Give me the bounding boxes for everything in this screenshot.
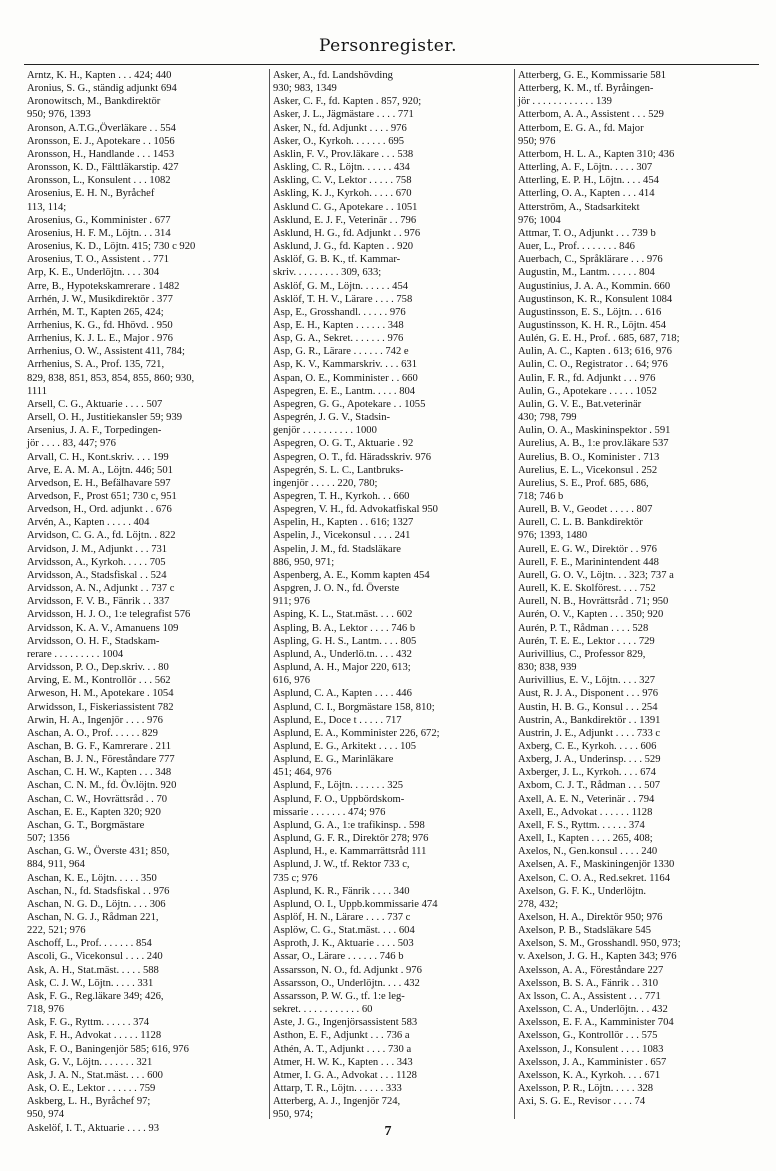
register-entry: Aulin, A. C., Kapten . 613; 616, 976: [518, 346, 672, 358]
register-entry: Arsell, O. H., Justitiekansler 59; 939: [27, 412, 183, 424]
register-entry: 976; 1393, 1480: [518, 530, 588, 542]
register-entry: Aulén, G. E. H., Prof. . 685, 687, 718;: [518, 333, 680, 345]
register-entry: sekret. . . . . . . . . . . . 60: [273, 1004, 373, 1016]
register-entry: Aronsson, E. J., Apotekare . . 1056: [27, 135, 175, 147]
register-entry: Asplund, J. W., tf. Rektor 733 c,: [273, 859, 410, 871]
register-entry: Askling, C. V., Lektor . . . . . 758: [273, 175, 412, 187]
register-entry: Asp, E. H., Kapten . . . . . . 348: [273, 319, 404, 331]
register-entry: Aurell, K. E. Skolförest. . . . 752: [518, 583, 656, 595]
register-entry: rerare . . . . . . . . . 1004: [27, 648, 124, 660]
register-entry: Axelson, P. B., Stadsläkare 545: [518, 925, 652, 937]
register-entry: Asp, E., Grosshandl. . . . . . 976: [273, 306, 406, 318]
register-entry: Atterbom, H. L. A., Kapten 310; 436: [518, 148, 675, 160]
register-entry: Ask, F. G., Reg.läkare 349; 426,: [27, 990, 164, 1002]
register-entry: Arre, B., Hypotekskamrerare . 1482: [27, 280, 180, 292]
register-entry: Arrhén, J. W., Musikdirektör . 377: [27, 293, 173, 305]
register-entry: Arp, K. E., Underlöjtn. . . . 304: [27, 267, 160, 279]
register-entry: Aurelius, E. L., Vicekonsul . 252: [518, 464, 658, 476]
register-entry: Aronsson, L., Konsulent . . . 1082: [27, 175, 171, 187]
register-entry: Aschan, G. W., Överste 431; 850,: [27, 846, 170, 858]
register-entry: Aspegren, T. H., Kyrkoh. . . 660: [273, 491, 410, 502]
register-entry: Aschan, K. E., Löjtn. . . . . 350: [27, 872, 157, 884]
register-entry: Axelsson, B. S. A., Fänrik . . 310: [518, 977, 659, 989]
register-entry: Asplund, E., Doce t . . . . . 717: [273, 714, 402, 726]
register-entry: Arving, E. M., Kontrollör . . . 562: [27, 675, 171, 687]
register-entry: 1111: [27, 385, 48, 397]
register-entry: Asker, C. F., fd. Kapten . 857, 920;: [273, 96, 422, 108]
register-entry: Axelson, C. O. A., Red.sekret. 1164: [518, 872, 671, 884]
register-entry: skriv. . . . . . . . . 309, 633;: [273, 267, 382, 279]
register-entry: Aulin, C. O., Registrator . . 64; 976: [518, 359, 668, 371]
register-entry: Aronsson, K. D., Fälttläkarstip. 427: [27, 162, 179, 174]
register-entry: Asplund, A. H., Major 220, 613;: [273, 662, 411, 674]
register-entry: Axelson, H. A., Direktör 950; 976: [518, 912, 663, 923]
register-entry: Arntz, K. H., Kapten . . . 424; 440: [27, 70, 172, 81]
register-entry: Ax lsson, C. A., Assistent . . . 771: [518, 990, 661, 1002]
register-entry: Arvidsson, A. N., Adjunkt . . 737 c: [27, 583, 175, 595]
register-entry: Axelsson, J., Konsulent . . . . 1083: [518, 1043, 664, 1055]
register-entry: Atterling, O. A., Kapten . . . 414: [518, 188, 655, 200]
register-entry: Aschan, N., fd. Stadsfiskal . . 976: [27, 885, 170, 897]
register-entry: 735 c; 976: [273, 872, 318, 884]
register-entry: Asp, K. V., Kammarskriv. . . . 631: [273, 359, 417, 371]
register-entry: Aurén, T. E. E., Lektor . . . . 729: [518, 635, 655, 647]
register-entry: Assar, O., Lärare . . . . . . 746 b: [273, 951, 404, 963]
register-entry: Attarp, T. R., Löjtn. . . . . . 333: [273, 1083, 402, 1095]
register-entry: Asker, A., fd. Landshövding: [273, 70, 393, 81]
register-entry: Aspelin, H., Kapten . . 616; 1327: [273, 517, 414, 529]
register-entry: Asplund, O. I., Uppb.kommissarie 474: [273, 898, 438, 910]
register-entry: Aronson, A.T.G.,Överläkare . . 554: [27, 122, 176, 134]
register-entry: Axelson, G. F. K., Underlöjtn.: [518, 885, 647, 897]
register-entry: Ask, F. H., Advokat . . . . . 1128: [27, 1030, 162, 1042]
register-entry: 950; 976: [518, 135, 556, 147]
register-entry: Axberg, C. E., Kyrkoh. . . . . 606: [518, 740, 657, 752]
register-entry: Aurivillius, E. V., Löjtn. . . . 327: [518, 675, 656, 687]
register-entry: Aschan, N. G. J., Rådman 221,: [27, 912, 159, 923]
register-entry: Austrin, J. E., Adjunkt . . . . 733 c: [518, 727, 661, 739]
register-entry: Aschan, C. N. M., fd. Öv.löjtn. 920: [27, 780, 177, 792]
register-entry: Arsenius, J. A. F., Torpedingen-: [27, 425, 162, 437]
register-entry: Askling, C. R., Löjtn. . . . . . 434: [273, 162, 410, 174]
register-entry: Arrhenius, O. W., Assistent 411, 784;: [27, 346, 185, 358]
register-entry: Asping, K. L., Stat.mäst. . . . 602: [273, 609, 413, 621]
register-entry: Arvidsson, H. J. O., 1:e telegrafist 576: [27, 609, 191, 621]
page-title: Personregister.: [318, 36, 458, 56]
register-entry: Asker, N., fd. Adjunkt . . . . 976: [273, 122, 407, 134]
register-entry: Asplund, F., Löjtn. . . . . . . 325: [273, 780, 404, 792]
register-entry: Asplund, A., Underlö.tn. . . . 432: [273, 648, 412, 660]
register-entry: Arvén, A., Kapten . . . . . 404: [27, 517, 150, 529]
register-entry: Axelsson, J. A., Kamminister . 657: [518, 1056, 667, 1068]
register-entry: Asklöf, T. H. V., Lärare . . . . 758: [273, 293, 413, 305]
register-entry: Axell, E., Advokat . . . . . . 1128: [518, 806, 653, 818]
register-entry: Aspegren, V. H., fd. Advokatfiskal 950: [273, 504, 438, 516]
register-entry: Aurelius, B. O., Kominister . 713: [518, 451, 660, 463]
register-entry: Asplund, E. G., Arkitekt . . . . 105: [273, 740, 417, 752]
register-entry: Axelsson, E. F. A., Kamminister 704: [518, 1017, 674, 1029]
register-entry: 830; 838, 939: [518, 662, 577, 674]
register-entry: Ask, C. J. W., Löjtn. . . . . 331: [27, 977, 154, 989]
register-entry: jör . . . . . . . . . . . . 139: [518, 96, 612, 108]
register-entry: Axberg, J. A., Underinsp. . . . 529: [518, 754, 661, 766]
register-entry: Asplund, C. A., Kapten . . . . 446: [273, 688, 412, 700]
register-entry: Asp, G. A., Sekret. . . . . . . 976: [273, 333, 404, 345]
register-entry: Aurén, P. T., Rådman . . . . 528: [518, 622, 649, 634]
register-entry: Arvidson, J. M., Adjunkt . . . 731: [27, 543, 168, 555]
register-entry: 886, 950, 971;: [273, 556, 335, 568]
register-entry: Augustin, M., Lantm. . . . . . 804: [518, 267, 655, 279]
register-entry: Aurell, N. B., Hovrättsråd . 71; 950: [518, 596, 669, 608]
register-entry: Axell, I., Kapten . . . . 265, 408;: [518, 833, 653, 845]
register-entry: Arrhenius, K. J. L. E., Major . 976: [27, 333, 173, 345]
register-entry: Ask, G. V., Löjtn. . . . . . . 321: [27, 1056, 153, 1068]
register-entry: Axelsson, A. A., Föreståndare 227: [518, 964, 664, 976]
register-entry: Arrhén, M. T., Kapten 265, 424;: [27, 306, 164, 318]
register-entry: Axelsson, C. A., Underlöjtn. . . 432: [518, 1004, 668, 1016]
register-entry: Axelsson, K. A., Kyrkoh. . . . 671: [518, 1069, 661, 1081]
register-entry: Aulin, G., Apotekare . . . . . 1052: [518, 385, 657, 397]
register-entry: 911; 976: [273, 596, 310, 608]
register-entry: Arrhenius, K. G., fd. Hhövd. . 950: [27, 319, 173, 331]
register-entry: Aurell, B. V., Geodet . . . . . 807: [518, 504, 653, 516]
register-entry: Attmar, T. O., Adjunkt . . . 739 b: [518, 227, 656, 239]
register-entry: 930; 983, 1349: [273, 83, 337, 95]
register-entry: Aspegren, E. E., Lantm. . . . . 804: [273, 385, 416, 397]
register-entry: Axell, A. E. N., Veterinär . . 794: [518, 793, 655, 805]
register-entry: Asklund C. G., Apotekare . . 1051: [273, 201, 418, 213]
register-column-2: [269, 69, 514, 1119]
register-column-1: [24, 69, 269, 1134]
register-entry: Arvidsson, P. O., Dep.skriv. . . 80: [27, 662, 169, 674]
register-entry: Arwin, H. A., Ingenjör . . . . 976: [27, 714, 163, 726]
register-entry: 451; 464, 976: [273, 767, 332, 779]
register-entry: Arosenius, K. D., Löjtn. 415; 730 c 920: [27, 241, 196, 253]
register-entry: Atterström, A., Stadsarkitekt: [518, 201, 640, 213]
register-entry: Ask, F. O., Baningenjör 585; 616, 976: [27, 1043, 189, 1055]
register-entry: Aspan, O. E., Komminister . . 660: [273, 372, 418, 384]
register-entry: Asplöf, H. N., Lärare . . . . 737 c: [273, 912, 411, 923]
register-entry: Atterling, E. P. H., Löjtn. . . . 454: [518, 175, 659, 187]
register-entry: Asthon, E. F., Adjunkt . . . 736 a: [273, 1030, 410, 1042]
register-entry: 884, 911, 964: [27, 859, 85, 871]
register-entry: Auerbach, C., Språklärare . . . 976: [518, 254, 663, 266]
register-entry: 222, 521; 976: [27, 925, 86, 937]
register-entry: 113, 114;: [27, 201, 67, 213]
register-entry: Aurivillius, C., Professor 829,: [518, 648, 646, 660]
register-entry: ingenjör . . . . . 220, 780;: [273, 477, 378, 489]
register-entry: Aspenberg, A. E., Komm kapten 454: [273, 569, 430, 581]
register-entry: Asplund, E. G., Marinläkare: [273, 754, 394, 766]
register-entry: Aronius, S. G., ständig adjunkt 694: [27, 83, 177, 95]
header-rule: [24, 64, 759, 65]
register-entry: Arvedson, F., Prost 651; 730 c, 951: [27, 491, 177, 502]
register-entry: Ask, O. E., Lektor . . . . . . 759: [27, 1083, 156, 1095]
register-entry: Atterberg, G. E., Kommissarie 581: [518, 70, 667, 81]
register-entry: Arosenius, G., Komminister . 677: [27, 214, 171, 226]
register-entry: Aspegrén, J. G. V., Stadsin-: [273, 412, 391, 424]
register-entry: Aurén, O. V., Kapten . . . 350; 920: [518, 609, 664, 621]
register-entry: Aschan, N. G. D., Löjtn. . . . 306: [27, 898, 166, 910]
register-entry: Aurell, G. O. V., Löjtn. . . 323; 737 a: [518, 569, 674, 581]
register-entry: Assarsson, O., Underlöjtn. . . . 432: [273, 977, 420, 989]
register-entry: Aschan, E. E., Kapten 320; 920: [27, 806, 161, 818]
register-entry: Aspegren, O. T., fd. Häradsskriv. 976: [273, 451, 432, 463]
register-entry: Aust, R. J. A., Disponent . . . 976: [518, 688, 659, 700]
register-entry: Augustinsson, E. S., Löjtn. . . 616: [518, 306, 662, 318]
register-entry: Aschan, A. O., Prof. . . . . . 829: [27, 727, 158, 739]
register-entry: Askberg, L. H., Byråchef 97;: [27, 1096, 151, 1108]
register-entry: Augustinius, J. A. A., Kommin. 660: [518, 280, 671, 292]
register-entry: Asplöw, C. G., Stat.mäst. . . . 604: [273, 925, 415, 937]
register-entry: 950, 974: [27, 1109, 65, 1121]
register-entry: Asplund, E. A., Komminister 226, 672;: [273, 727, 440, 739]
register-entry: Asplund, C. I., Borgmästare 158, 810;: [273, 701, 435, 713]
register-entry: Arosenius, T. O., Assistent . . 771: [27, 254, 170, 266]
register-entry: Askling, K. J., Kyrkoh. . . . . 670: [273, 188, 412, 200]
register-entry: Asplund, G. F. R., Direktör 278; 976: [273, 833, 429, 845]
register-entry: Auer, L., Prof. . . . . . . . 846: [518, 241, 635, 253]
register-entry: Ascoli, G., Vicekonsul . . . . 240: [27, 951, 163, 963]
register-entry: Atterling, A. F., Löjtn. . . . . 307: [518, 162, 653, 174]
register-entry: 718, 976: [27, 1004, 65, 1016]
register-entry: Aulin, F. R., fd. Adjunkt . . . 976: [518, 372, 656, 384]
register-entry: jör . . . . 83, 447; 976: [27, 438, 116, 450]
register-entry: Aschan, G. T., Borgmästare: [27, 819, 145, 831]
register-entry: Axelos, N., Gen.konsul . . . . 240: [518, 846, 658, 858]
register-entry: 829, 838, 851, 853, 854, 855, 860; 930,: [27, 372, 195, 384]
register-entry: Asplund, F. O., Uppbördskom-: [273, 793, 405, 805]
register-entry: Arve, E. A. M. A., Löjtn. 446; 501: [27, 464, 173, 476]
register-entry: Atmer, I. G. A., Advokat . . . 1128: [273, 1069, 417, 1081]
register-entry: Arrhenius, S. A., Prof. 135, 721,: [27, 359, 165, 371]
register-entry: Assarsson, P. W. G., tf. 1:e leg-: [273, 990, 405, 1002]
register-entry: Aschan, C. W., Hovrättsråd . . 70: [27, 793, 168, 805]
register-entry: Augustinsson, K. H. R., Löjtn. 454: [518, 319, 667, 331]
register-entry: Arweson, H. M., Apotekare . 1054: [27, 688, 174, 700]
register-entry: Arvidsson, O. H. F., Stadskam-: [27, 635, 160, 647]
register-entry: Asp, G. R., Lärare . . . . . . 742 e: [273, 346, 409, 358]
register-entry: 950; 976, 1393: [27, 109, 91, 121]
register-entry: Askelöf, I. T., Aktuarie . . . . 93: [27, 1122, 160, 1134]
register-entry: Arosenius, E. H. N., Byråchef: [27, 188, 155, 200]
register-entry: Aschan, C. H. W., Kapten . . . 348: [27, 767, 172, 779]
register-entry: Aschoff, L., Prof. . . . . . . 854: [27, 938, 152, 950]
register-entry: Aurelius, A. B., 1:e prov.läkare 537: [518, 438, 669, 450]
register-entry: Arvidsson, A., Kyrkoh. . . . . 705: [27, 556, 166, 568]
register-entry: Asproth, J. K., Aktuarie . . . . 503: [273, 938, 414, 950]
register-entry: Asklund, H. G., fd. Adjunkt . . 976: [273, 227, 421, 239]
register-entry: Aurelius, S. E., Prof. 685, 686,: [518, 477, 649, 489]
register-entry: Asker, J. L., Jägmästare . . . . 771: [273, 109, 414, 121]
register-entry: Arvedson, H., Ord. adjunkt . . 676: [27, 504, 172, 516]
register-entry: Asklin, F. V., Prov.läkare . . . 538: [273, 148, 414, 160]
register-entry: v. Axelson, J. G. H., Kapten 343; 976: [518, 951, 677, 963]
register-entry: Asklöf, G. M., Löjtn. . . . . . 454: [273, 280, 409, 292]
register-entry: Arvedson, E. H., Befälhavare 597: [27, 477, 171, 489]
register-entry: Asklund, J. G., fd. Kapten . . 920: [273, 241, 414, 253]
register-entry: Aulin, G. V. E., Bat.veterinär: [518, 398, 642, 410]
register-entry: Ask, F. G., Ryttm. . . . . . 374: [27, 1017, 150, 1029]
register-column-3: [514, 69, 759, 1119]
register-entry: Asplund, G. A., 1:e trafikinsp. . 598: [273, 819, 425, 831]
register-entry: Austin, H. B. G., Konsul . . . 254: [518, 701, 658, 713]
register-entry: Aurell, F. E., Marinintendent 448: [518, 556, 659, 568]
register-entry: Arvall, C. H., Kont.skriv. . . . 199: [27, 451, 169, 463]
register-entry: Axelsson, P. R., Löjtn. . . . . 328: [518, 1083, 654, 1095]
register-columns: [24, 69, 759, 1134]
register-entry: Aronsson, H., Handlande . . . 1453: [27, 148, 175, 160]
register-entry: Arvidsson, K. A. V., Amanuens 109: [27, 622, 179, 634]
register-entry: Axelsson, G., Kontrollör . . . 575: [518, 1030, 658, 1042]
register-entry: Atterbom, E. G. A., fd. Major: [518, 122, 644, 134]
register-entry: Atterberg, A. J., Ingenjör 724,: [273, 1096, 401, 1108]
register-entry: Aspelin, J., Vicekonsul . . . . 241: [273, 530, 411, 542]
register-entry: Aulin, O. A., Maskininspektor . 591: [518, 425, 671, 437]
register-entry: Axelson, S. M., Grosshandl. 950, 973;: [518, 938, 681, 950]
register-entry: Arosenius, H. F. M., Löjtn. . . 314: [27, 227, 171, 239]
register-entry: Aspling, B. A., Lektor . . . . 746 b: [273, 622, 416, 634]
register-entry: Axi, S. G. E., Revisor . . . . 74: [518, 1096, 646, 1108]
register-entry: Axelsen, A. F., Maskiningenjör 1330: [518, 859, 675, 871]
register-entry: Aspelin, J. M., fd. Stadsläkare: [273, 543, 401, 555]
register-entry: Aspgren, J. O. N., fd. Överste: [273, 583, 400, 595]
register-entry: Asklund, E. J. F., Veterinär . . 796: [273, 214, 417, 226]
register-entry: Asklöf, G. B. K., tf. Kammar-: [273, 254, 401, 266]
register-entry: Aspegrén, S. L. C., Lantbruks-: [273, 464, 404, 476]
register-entry: 718; 746 b: [518, 491, 564, 502]
register-entry: Arvidson, C. G. A., fd. Löjtn. . 822: [27, 530, 176, 542]
page-number: 7: [384, 1124, 392, 1139]
register-entry: Asplund, H., e. Kammarrättsråd 111: [273, 846, 427, 858]
register-entry: Axbom, C. J. T., Rådman . . . 507: [518, 780, 661, 792]
register-entry: Aurell, E. G. W., Direktör . . 976: [518, 543, 657, 555]
register-entry: Aschan, B. J. N., Föreståndare 777: [27, 754, 175, 766]
register-entry: Axberger, J. L., Kyrkoh. . . . 674: [518, 767, 656, 779]
register-entry: Aronowitsch, M., Bankdirektör: [27, 96, 161, 108]
register-entry: Assarsson, N. O., fd. Adjunkt . 976: [273, 964, 422, 976]
register-entry: Asplund, K. R., Fänrik . . . . 340: [273, 885, 410, 897]
register-entry: Aschan, B. G. F., Kamrerare . 211: [27, 740, 172, 752]
register-entry: Austrin, A., Bankdirektör . . 1391: [518, 714, 661, 726]
register-entry: Atmer, H. W. K., Kapten . . . 343: [273, 1056, 413, 1068]
register-entry: 278, 432;: [518, 898, 559, 910]
register-entry: 507; 1356: [27, 833, 70, 845]
register-entry: Arvidsson, F. V. B., Fänrik . . 337: [27, 596, 170, 608]
register-entry: Athén, A. T., Adjunkt . . . . 730 a: [273, 1043, 412, 1055]
register-entry: Aurell, C. L. B. Bankdirektör: [518, 517, 643, 529]
register-entry: Atterberg, K. M., tf. Byråingen-: [518, 83, 654, 95]
register-entry: Augustinson, K. R., Konsulent 1084: [518, 293, 673, 305]
register-entry: 950, 974;: [273, 1109, 314, 1121]
register-entry: Arwidsson, I., Fiskeriassistent 782: [27, 701, 174, 713]
register-entry: Atterbom, A. A., Assistent . . . 529: [518, 109, 664, 121]
register-entry: Arvidsson, A., Stadsfiskal . . 524: [27, 569, 167, 581]
register-entry: Arsell, C. G., Aktuarie . . . . 507: [27, 398, 163, 410]
register-entry: 976; 1004: [518, 214, 561, 226]
register-entry: Axell, F. S., Ryttm. . . . . . 374: [518, 819, 645, 831]
register-entry: 430; 798, 799: [518, 412, 577, 424]
register-entry: Asker, O., Kyrkoh. . . . . . . 695: [273, 135, 405, 147]
register-entry: Aspegren, G. G., Apotekare . . 1055: [273, 398, 426, 410]
register-entry: Ask, A. H., Stat.mäst. . . . . 588: [27, 964, 159, 976]
register-entry: 616, 976: [273, 675, 311, 687]
register-entry: Aspling, G. H. S., Lantm. . . . 805: [273, 635, 417, 647]
register-entry: Aspegren, O. G. T., Aktuarie . 92: [273, 438, 414, 450]
register-entry: missarie . . . . . . . 474; 976: [273, 806, 386, 818]
register-entry: Ask, J. A. N., Stat.mäst. . . . 600: [27, 1069, 163, 1081]
register-entry: Aste, J. G., Ingenjörsassistent 583: [273, 1017, 418, 1029]
register-entry: genjör . . . . . . . . . . 1000: [273, 425, 377, 437]
